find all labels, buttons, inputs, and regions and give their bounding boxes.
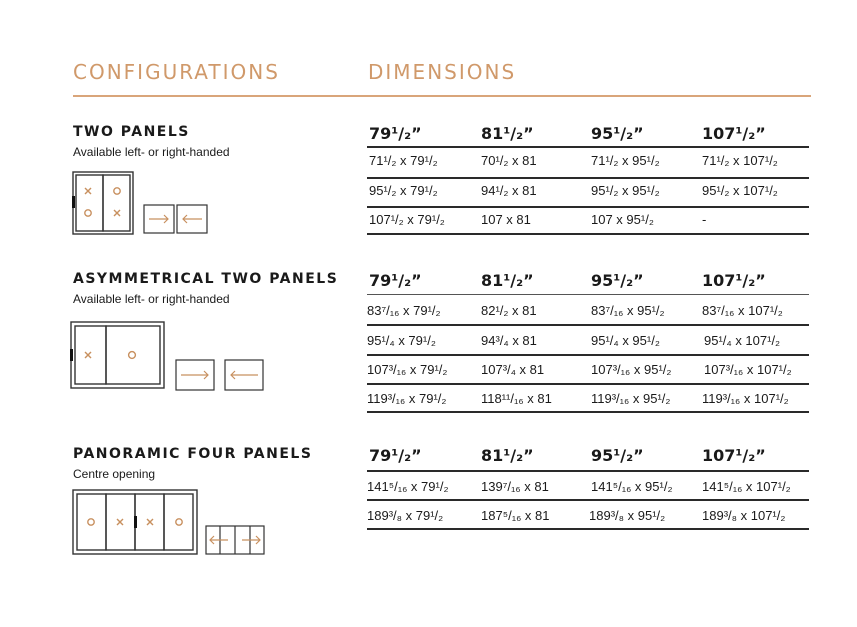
table-cell: 83⁷/₁₆ x 79¹/₂	[367, 303, 441, 318]
section-subtitle-asymmetrical: Available left- or right-handed	[73, 292, 230, 306]
table-cell: 119³/₁₆ x 107¹/₂	[702, 391, 789, 406]
table-rule	[367, 177, 809, 179]
table-cell: 95¹/₄ x 79¹/₂	[367, 333, 436, 348]
col-header-1: 79¹/₂”	[369, 446, 422, 465]
table-rule	[367, 354, 809, 356]
table-rule	[367, 324, 809, 326]
table-cell: 94³/₄ x 81	[481, 333, 537, 348]
configurations-heading: CONFIGURATIONS	[73, 60, 280, 84]
table-cell: 70¹/₂ x 81	[481, 153, 537, 168]
table-cell: 71¹/₂ x 107¹/₂	[702, 153, 778, 168]
table-rule	[367, 499, 809, 501]
table-rule	[367, 528, 809, 530]
section-title-panoramic: PANORAMIC FOUR PANELS	[73, 446, 313, 462]
asymmetrical-diagram	[68, 318, 268, 394]
table-cell: 141⁵/₁₆ x 79¹/₂	[367, 479, 449, 494]
col-header-3: 95¹/₂”	[591, 271, 644, 290]
table-cell: 189³/₈ x 107¹/₂	[702, 508, 786, 523]
table-cell: 95¹/₄ x 107¹/₂	[704, 333, 781, 348]
section-title-two-panels: TWO PANELS	[73, 124, 190, 140]
table-cell: 107¹/₂ x 79¹/₂	[369, 212, 445, 227]
table-cell: 83⁷/₁₆ x 107¹/₂	[702, 303, 783, 318]
table-cell: 107³/₄ x 81	[481, 362, 545, 377]
table-cell: 107³/₁₆ x 107¹/₂	[704, 362, 792, 377]
table-cell: -	[702, 212, 707, 227]
table-cell: 95¹/₂ x 107¹/₂	[702, 183, 778, 198]
two-panels-diagram	[70, 168, 215, 240]
table-cell: 189³/₈ x 79¹/₂	[367, 508, 444, 523]
table-cell: 95¹/₂ x 79¹/₂	[369, 183, 438, 198]
table-cell: 189³/₈ x 95¹/₂	[589, 508, 666, 523]
table-rule	[367, 294, 809, 295]
table-cell: 94¹/₂ x 81	[481, 183, 537, 198]
col-header-1: 79¹/₂”	[369, 124, 422, 143]
section-subtitle-two-panels: Available left- or right-handed	[73, 145, 230, 159]
table-cell: 107 x 81	[481, 212, 531, 227]
col-header-4: 107¹/₂”	[702, 446, 766, 465]
col-header-2: 81¹/₂”	[481, 124, 534, 143]
section-title-asymmetrical: ASYMMETRICAL TWO PANELS	[73, 271, 339, 287]
table-rule	[367, 383, 809, 385]
table-cell: 107³/₁₆ x 95¹/₂	[591, 362, 672, 377]
table-cell: 141⁵/₁₆ x 95¹/₂	[591, 479, 673, 494]
col-header-3: 95¹/₂”	[591, 124, 644, 143]
table-cell: 95¹/₂ x 95¹/₂	[591, 183, 660, 198]
table-cell: 107 x 95¹/₂	[591, 212, 654, 227]
col-header-2: 81¹/₂”	[481, 446, 534, 465]
table-cell: 71¹/₂ x 95¹/₂	[591, 153, 660, 168]
table-rule	[367, 146, 809, 148]
col-header-3: 95¹/₂”	[591, 446, 644, 465]
col-header-2: 81¹/₂”	[481, 271, 534, 290]
two-panel-door-icon	[73, 172, 133, 234]
table-cell: 139⁷/₁₆ x 81	[481, 479, 549, 494]
dimensions-heading: DIMENSIONS	[368, 60, 517, 84]
asymmetrical-door-icon	[71, 322, 164, 388]
table-rule	[367, 470, 809, 472]
table-cell: 82¹/₂ x 81	[481, 303, 537, 318]
table-cell: 187⁵/₁₆ x 81	[481, 508, 550, 523]
table-cell: 119³/₁₆ x 79¹/₂	[367, 391, 447, 406]
panoramic-diagram	[70, 486, 270, 558]
table-cell: 119³/₁₆ x 95¹/₂	[591, 391, 671, 406]
header-rule	[73, 95, 811, 97]
table-rule	[367, 411, 809, 413]
section-subtitle-panoramic: Centre opening	[73, 467, 156, 481]
table-cell: 118¹¹/₁₆ x 81	[481, 391, 552, 406]
table-cell: 107³/₁₆ x 79¹/₂	[367, 362, 448, 377]
table-cell: 83⁷/₁₆ x 95¹/₂	[591, 303, 665, 318]
table-cell: 95¹/₄ x 95¹/₂	[591, 333, 660, 348]
col-header-4: 107¹/₂”	[702, 124, 766, 143]
col-header-4: 107¹/₂”	[702, 271, 766, 290]
col-header-1: 79¹/₂”	[369, 271, 422, 290]
table-rule	[367, 233, 809, 235]
table-cell: 71¹/₂ x 79¹/₂	[369, 153, 438, 168]
table-rule	[367, 206, 809, 208]
table-cell: 141⁵/₁₆ x 107¹/₂	[702, 479, 791, 494]
